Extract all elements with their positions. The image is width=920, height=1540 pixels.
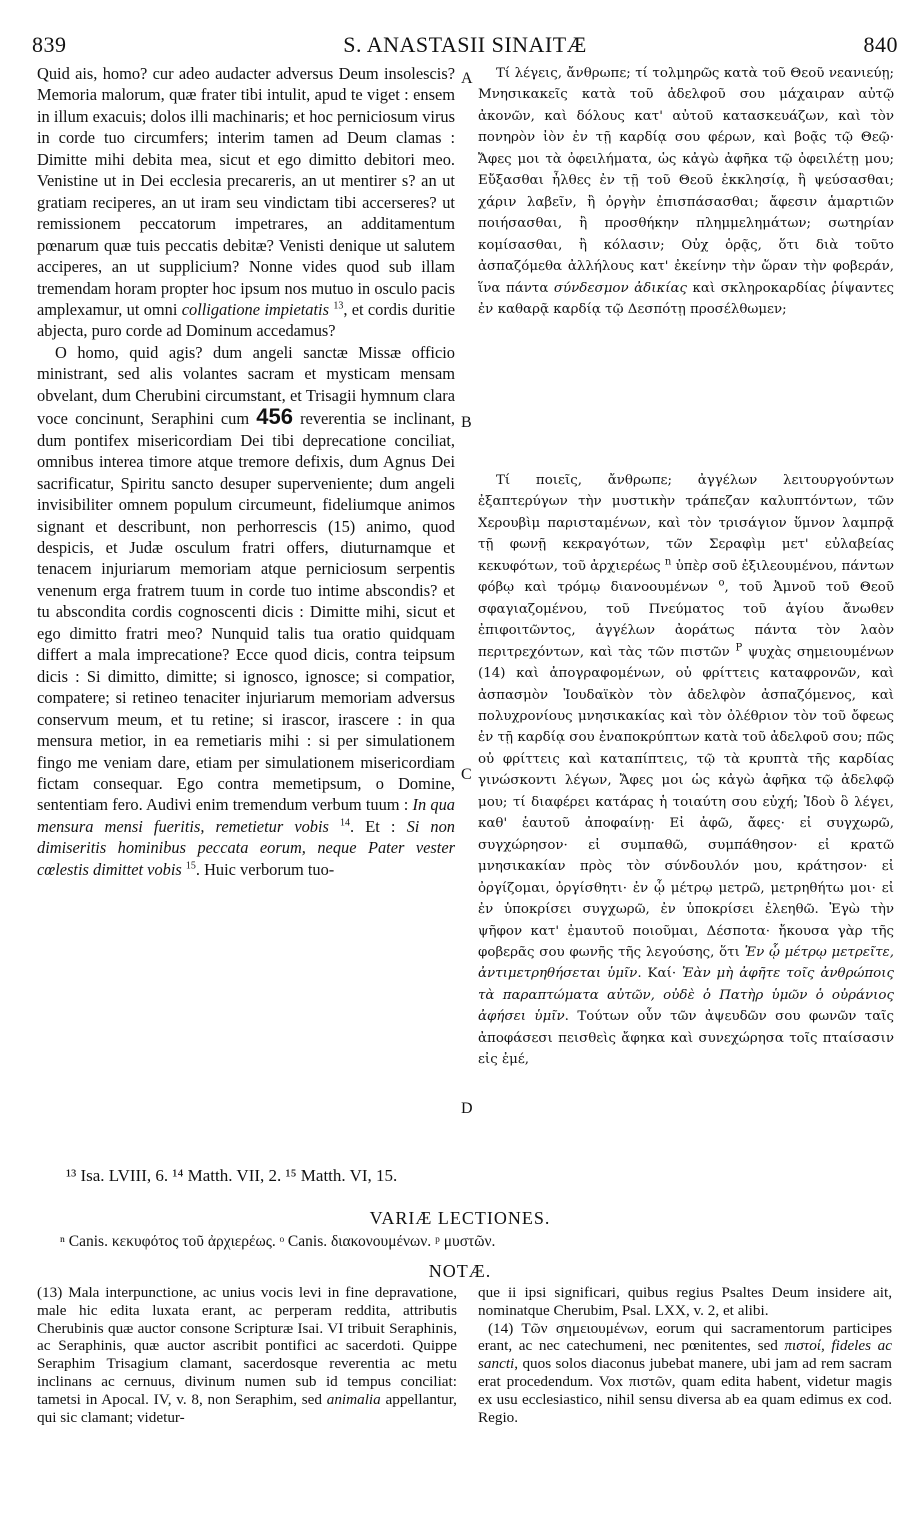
margin-letter-c: C (461, 766, 472, 783)
notae-title: NOTÆ. (428, 1261, 492, 1281)
latin-paragraph-2: O homo, quid agis? dum angeli sanctæ Missæ officio ministrant, sed alis volantes sacram et mysticam mensam obvelant, dum Cherubini circumstant, et Trisagii hymnum clara voce concinunt, Seraphini cum 456 reverentia se inclinant, dum pontifex misericordiam Dei tibi deprecatione conciliat, omnibus interea timore atque tremore defixis, dum Agnus Dei sacrificatur, Spiritu sancto desuper superveniente; dum angeli invisibiliter omnem populum circumeunt, fideliumque animos signant et describunt, non perhorrescis (15) animo, quod despicis, et Judæ osculum fratri offers, diuturnamque et tenacem injuriarum memoriam atque perniciosum serpentis venenum erga fratrem tuum in corde tuo intime abscondis? et tu abscondita cordis cognoscenti dicis : Dimitte mihi, sicut et ego dimitto fratri meo? Nunquid talis tua oratio quidquam differt a mala imprecatione? Ecce quod dicis, contra teipsum dicis : Si dimitto, dimitte; si ignosco, ignosce; si compatior, compatere; si retineo tenaciter injuriarum memoriam adversus conservum meum, et tu retine; si irascor, irascere : in qua mensura metior, in ea remetiaris mihi : si per simulationem fingo me veniam dare, etiam per simulationem misericordiam fictam consequar. Ego contra memetipsum, o Domine, sententiam fero. Audivi enim tremendum verbum tuum : In qua mensura mensi fueritis, remetietur vobis $^{14}$. Et : Si non dimiseritis hominibus peccata eorum, neque Pater vester cœlestis dimittet vobis $^{15}$. Huic verborum tuo- (37, 342, 456, 879)
left-page-number: 839 (32, 32, 67, 57)
column-number-marker: 456 (256, 404, 293, 430)
variae-lectiones-text: ⁿ Canis. κεκυφότος τοῦ ἀρχιερέως. ᵒ Canis. διακονουμένων. ᵖ μυστῶν. (60, 1233, 496, 1250)
variae-lectiones-title: VARIÆ LECTIONES. (369, 1208, 551, 1228)
margin-letter-b: B (461, 414, 472, 431)
latin-column (37, 63, 455, 880)
greek-paragraph-1: Τί λέγεις, ἄνθρωπε; τί τολμηρῶς κατὰ τοῦ Θεοῦ νεανιεύῃ; Μνησικακεῖς κατὰ τοῦ ἀδελφοῦ σου μάχαιραν αὐτῷ ἀκονῶν, καὶ δόλους κατ' αὐτοῦ κατασκευάζων, καὶ τὸν πονηρὸν ἰὸν ἐν τῇ καρδίᾳ σου φέρων, καὶ βοᾷς τῷ Θεῷ· Ἄφες μοι τὰ ὀφειλήματα, ὡς κἀγὼ ἀφῆκα τῷ ὀφειλέτῃ μου; Εὔξασθαι ἦλθες ἐν τῇ τοῦ Θεοῦ ἐκκλησίᾳ, ἢ ψεύσασθαι; χάριν λαβεῖν, ἢ ὀργὴν ἐπισπάσασθαι; ἄφεσιν ἁμαρτιῶν ποιήσασθαι, ἢ προσθήκην πλημμελημάτων; σωτηρίαν κομίσασθαι, ἢ κόλασιν; Οὐχ ὁρᾷς, ὅτι διὰ τοῦτο ἀσπαζόμεθα ἀλλήλους κατ' ἐκείνην τὴν ὥραν τὴν φοβεράν, ἵνα πάντα σύνδεσμον ἀδικίας καὶ σκληροκαρδίας ῥίψαντες ἐν καθαρᾷ καρδίᾳ τῷ Δεσπότῃ προσέλθωμεν; (478, 66, 894, 317)
running-header (32, 32, 898, 62)
margin-letter-a: A (461, 70, 473, 87)
scripture-footnotes: ¹³ Isa. LVIII, 6. ¹⁴ Matth. VII, 2. ¹⁵ Matth. VI, 15. (66, 1166, 398, 1185)
header-title: S. ANASTASII SINAITÆ (343, 32, 587, 57)
margin-letter-d: D (461, 1100, 473, 1117)
note-13: (13) Mala interpunctione, ac unius vocis levi in fine depravatione, male hic edita luxata erant, ac perperam reddita, attributis Cherubinis quæ auctor consone Scripturæ Isai. VI tribuit Seraphinis, ac Seraphinis, quæ auctor ascribit pontifici ac sacerdoti. Quippe Seraphim Trisagium clamant, sacerdosque reverentia ac metu inclinans ac cernuus, divinum numen sub id tempus conciliat: tametsi in Apocal. IV, v. 8, non Seraphim, sed animalia appellantur, qui sic clamant; videtur- (37, 1284, 457, 1426)
latin-paragraph-1: Quid ais, homo? cur adeo audacter adversus Deum insolescis? Memoria malorum, quæ frater tibi intulit, apud te viget : ensem in illum exacuis; dolos illi machinaris; et hoc perniciosum virus in corde tuo circumfers; interim tamen ad Deum clamas : Dimitte mihi debita mea, sicut et ego dimitto debitori meo. Venistine ut in Dei ecclesia precareris, an ut mentirer s? an ut gratiam reciperes, an ut iram seu vindictam tibi accerseres? ut remissionem peccatorum impetrares, an additamentum pœnarum quæ tuis peccatis debitæ? Venisti denique ut salutem acciperes, an ut supplicium? Nonne vides quod sub illam tremendam horam propter hoc ipsum nos mutuo in osculo pacis amplexamur, ut omni colligatione impietatis $^{13}$, et cordis duritie abjecta, puro corde ad Dominum accedamus? (37, 64, 456, 341)
right-page-number: 840 (863, 32, 898, 57)
note-14: que ii ipsi significari, quibus regius Psaltes Deum insidere ait, nominatque Cherubim, Psal. LXX, v. 2, et alibi. (14) Τῶν σημειουμένων, eorum qui sacramentorum participes erant, ac nec catechumeni, nec pœnitentes, sed πιστοί, fideles ac sancti, quos solos diaconus jubebat manere, ubi jam ad rem sacram erat procedendum. Vox πιστῶν, quam edita habent, videtur magis ex usu ecclesiastico, nihil sensu diversa ab ea quam edimus ex cod. Regio. (478, 1284, 892, 1426)
greek-paragraph-2: Τί ποιεῖς, ἄνθρωπε; ἀγγέλων λειτουργούντων ἐξαπτερύγων τὴν μυστικὴν τράπεζαν καλυπτόντων, τῶν Χερουβὶμ παρισταμένων, καὶ τὸν τρισάγιον ὕμνον λαμπρᾷ τῇ φωνῇ κεκραγότων, τῶν Σεραφὶμ μετ' εὐλαβείας κεκυφότων, τοῦ ἀρχιερέως $^n$ ὑπὲρ σοῦ ἐξιλεουμένου, πάντων φόβῳ καὶ τρόμῳ διανοουμένων $^o$, τοῦ Ἀμνοῦ τοῦ Θεοῦ σφαγιαζομένου, τοῦ Πνεύματος τοῦ ἁγίου ἄνωθεν ἐπιφοιτῶντος, ἀγγέλων ἀοράτως πάντα τὸν λαὸν περιτρεχόντων, καὶ τὰς τῶν πιστῶν $^P$ ψυχὰς σημειουμένων (14) καὶ ἀπογραφομένων, οὐ φρίττεις καταφρονῶν, καὶ ἀσπασμὸν Ἰουδαϊκὸν τὸν ἀδελφὸν ἀσπαζόμενος, καὶ πολυχρονίους μνησικακίας καὶ τὸν ὀλέθριον τὸν τοῦ ὄφεως ἐν τῇ καρδίᾳ σου ἐναποκρύπτων κατὰ τοῦ ἀδελφοῦ σου; πῶς οὐ φρίττεις καὶ καταπίπτεις, τῷ τὰ κρυπτὰ τῆς καρδίας γινώσκοντι λέγων, Ἄφες μοι ὡς κἀγὼ ἀφῆκα τῷ ἀδελφῷ μου; τί διαφέρει κατάρας ἡ τοιαύτη σου εὐχή; Ἰδοὺ ὃ λέγει, καθ' ἑαυτοῦ ἀποφαίνῃ· Εἰ ἀφῶ, ἄφες· εἰ συγχωρῶ, συγχώρησον· εἰ συμπαθῶ, συμπάθησον· εἰ κρατῶ μνησικακίαν πρὸς τὸν σύνδουλόν μου, κράτησον· εἰ ὀργίζομαι, ὀργίσθητι· ἐν ᾧ μέτρῳ μετρῶ, μετρηθήτω μοι· εἰ ἐν ὑποκρίσει συγχωρῶ, ἐν ὑποκρίσει ἐλεηθῶ. Ἐγὼ τὴν ψῆφον κατ' ἐμαυτοῦ ποιοῦμαι, Δέσποτα· ἤκουσα γὰρ τῆς φοβερᾶς σου φωνῆς τῆς λεγούσης, ὅτι Ἐν ᾧ μέτρῳ μετρεῖτε, ἀντιμετρηθήσεται ὑμῖν. Καί· Ἐὰν μὴ ἀφῆτε τοῖς ἀνθρώποις τὰ παραπτώματα αὐτῶν, οὐδὲ ὁ Πατὴρ ὑμῶν ὁ οὐράνιος ἀφήσει ὑμῖν. Τούτων οὖν τῶν ἀψευδῶν σου φωνῶν ταῖς ἀποφάσεσι πεισθεὶς ἄφηκα καὶ συνεχώρησα τοῖς πταίσασιν εἰς ἐμέ, (478, 473, 895, 1068)
